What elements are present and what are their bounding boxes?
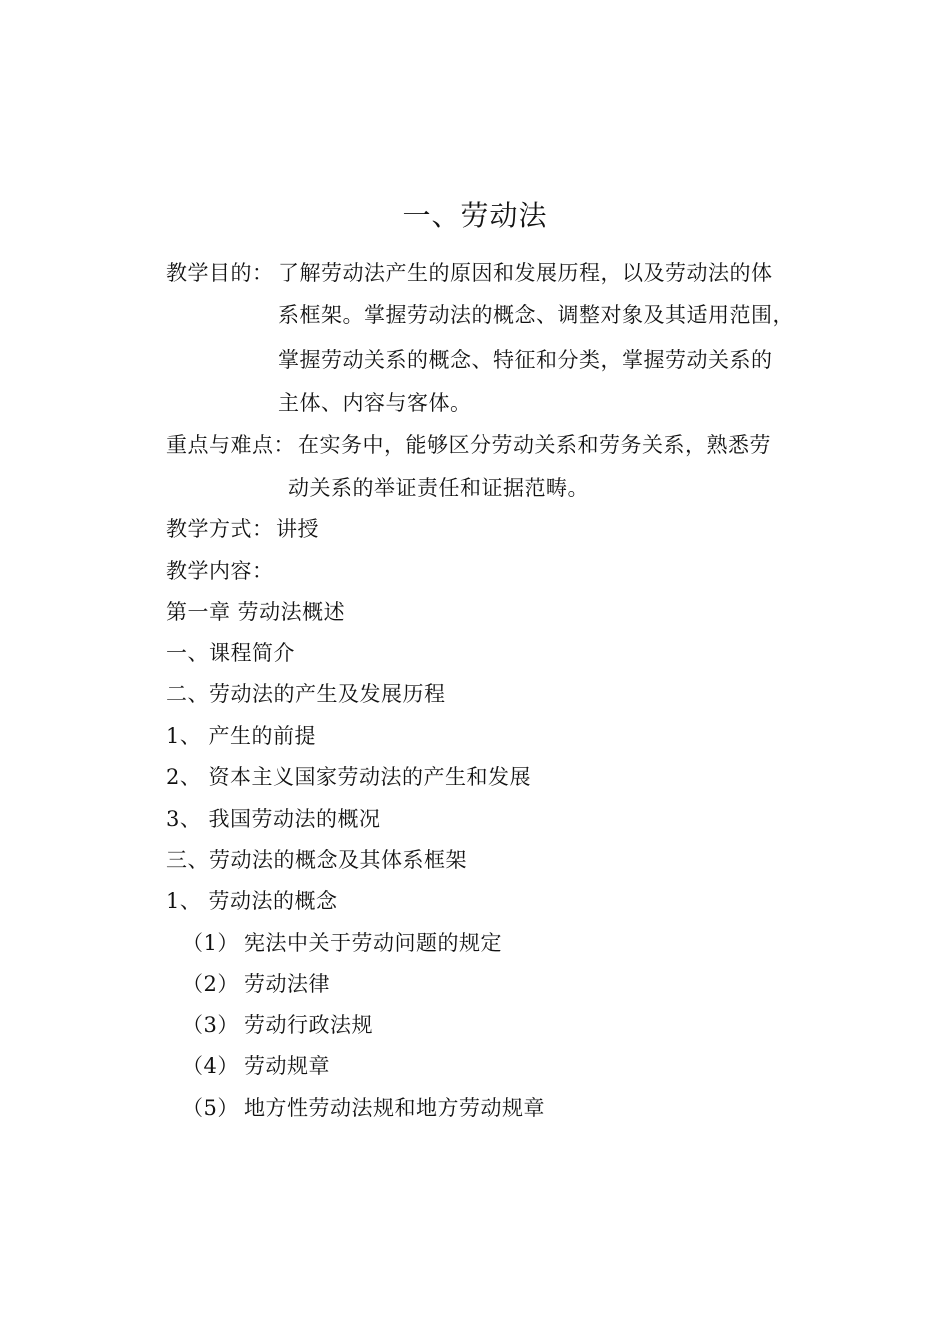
objectives-label: 教学目的：	[166, 261, 274, 285]
method-value: 讲授	[276, 517, 319, 541]
sub-item-text: 宪法中关于劳动问题的规定	[244, 931, 502, 955]
objectives-line-2: 系框架。掌握劳动法的概念、调整对象及其适用范围，	[278, 303, 794, 327]
sub-item-text: 劳动规章	[244, 1054, 330, 1078]
outline-item: 一、课程简介	[166, 641, 295, 665]
outline-item: 3、 我国劳动法的概况	[166, 807, 381, 831]
objectives-line-3: 掌握劳动关系的概念、特征和分类，掌握劳动关系的	[278, 348, 773, 372]
document-title: 一、劳动法	[402, 199, 548, 232]
sub-item-number: （5）	[182, 1096, 239, 1120]
sub-item-number: （3）	[182, 1013, 239, 1037]
key-points-line-1: 在实务中，能够区分劳动关系和劳务关系，熟悉劳	[298, 433, 771, 457]
sub-item-text: 劳动行政法规	[244, 1013, 373, 1037]
key-points-label: 重点与难点：	[166, 433, 295, 457]
sub-item-number: （1）	[182, 931, 239, 955]
outline-item: 2、 资本主义国家劳动法的产生和发展	[166, 765, 532, 789]
outline-item: 第一章 劳动法概述	[166, 600, 346, 624]
outline-item: 1、 劳动法的概念	[166, 889, 338, 913]
objectives-line-4: 主体、内容与客体。	[278, 391, 472, 415]
method-label: 教学方式：	[166, 517, 274, 541]
sub-item-number: （4）	[182, 1054, 239, 1078]
sub-item-text: 劳动法律	[244, 972, 330, 996]
outline-item: 三、劳动法的概念及其体系框架	[166, 848, 467, 872]
objectives-line-1: 了解劳动法产生的原因和发展历程，以及劳动法的体	[278, 261, 773, 285]
outline-item: 二、劳动法的产生及发展历程	[166, 682, 446, 706]
outline-item: 1、 产生的前提	[166, 724, 317, 748]
sub-item-number: （2）	[182, 972, 239, 996]
key-points-line-2: 动关系的举证责任和证据范畴。	[288, 476, 589, 500]
sub-item-text: 地方性劳动法规和地方劳动规章	[244, 1096, 545, 1120]
content-label: 教学内容：	[166, 559, 274, 583]
